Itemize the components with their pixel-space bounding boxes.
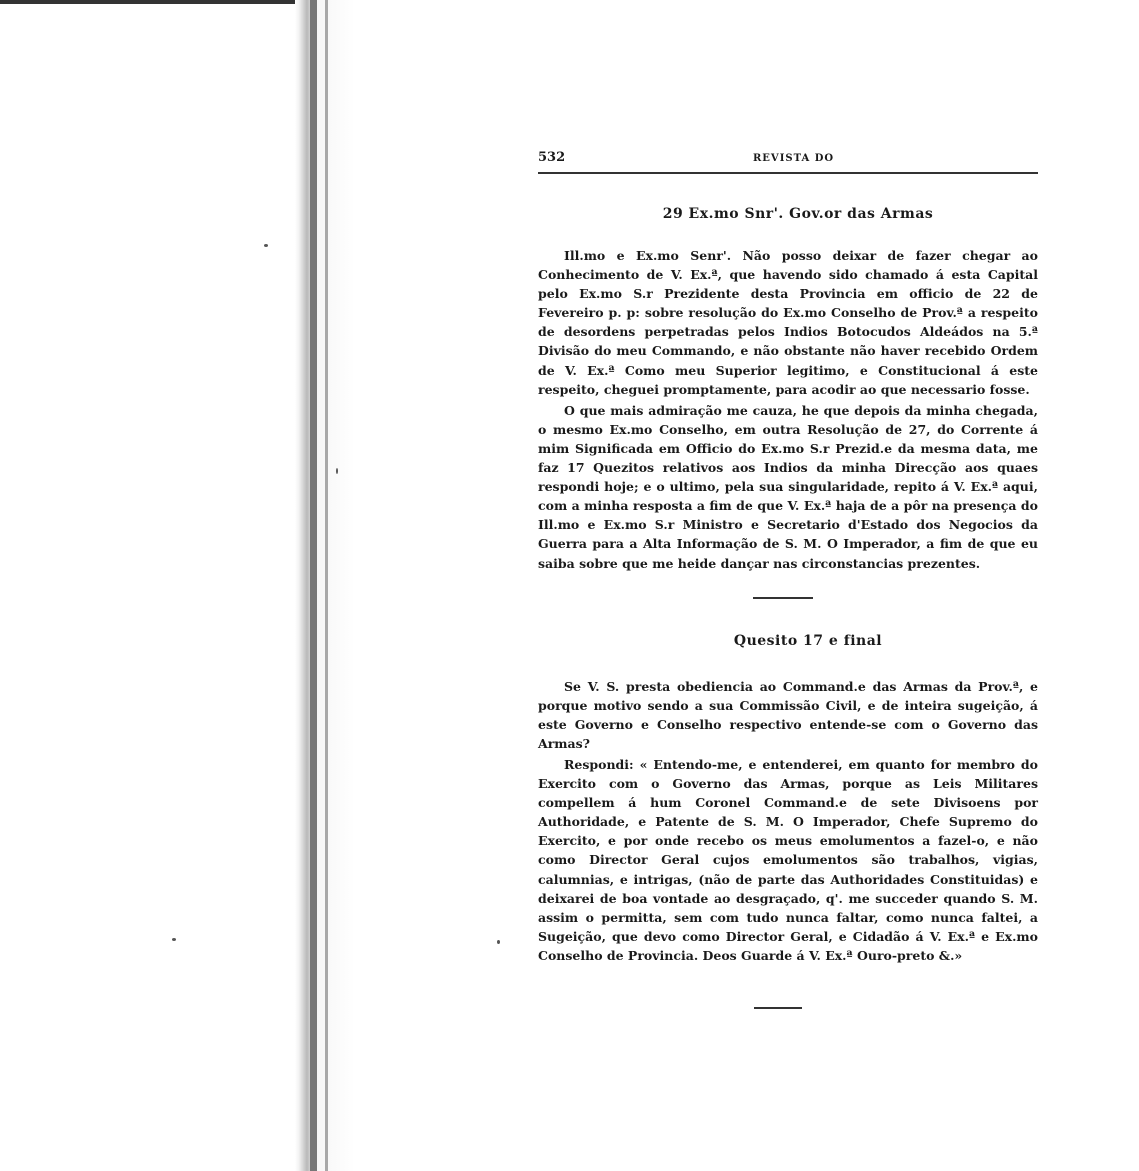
- quesito-body: [538, 677, 1038, 965]
- book-page: [538, 148, 1038, 1009]
- letter-heading: 29 Ex.mo Snr'. Gov.or das Armas: [662, 206, 934, 222]
- quesito-answer: Respondi: « Entendo-me, e entenderei, em quanto for membro do Exercito com o Governo das Armas, porque as Leis Militares compellem á hum Coronel Command.e de sete Divisoens por Authoridade, e Patente de S. M. O Imperador, Chefe Supremo do Exercito, e por onde recebo os meus emolumentos a fazel-o, e não como Director Geral cujos emolumentos são trabalhos, vigias, calumnias, e intrigas, (não de parte das Authoridades Constituidas) e deixarei de boa vontade ao desgraçado, q'. me succeder quando S. M. assim o permitta, sem com tudo nunca faltar, como nunca faltei, a Sugeição, que devo como Director Geral, e Cidadão á V. Ex.ª e Ex.mo Conselho de Provincia. Deos Guarde á V. Ex.ª Ouro-preto &.»: [538, 756, 1038, 963]
- quesito-heading: Quesito 17 e final: [733, 632, 883, 649]
- scan-speck: [336, 468, 338, 474]
- running-title: REVISTA DO: [753, 153, 835, 164]
- scan-speck: [172, 938, 176, 941]
- scan-edge-shadow: [0, 0, 330, 4]
- section-separator: [753, 597, 813, 599]
- scan-speck: [264, 244, 268, 247]
- quesito-question: Se V. S. presta obediencia ao Command.e das Armas da Prov.ª, e porque motivo sendo a sua Commissão Civil, e de inteira sugeição, á este Governo e Conselho respectivo entende-se com o Governo das Armas?: [538, 678, 1038, 751]
- running-head: [538, 148, 1038, 174]
- end-separator: [754, 1007, 802, 1009]
- page-number: 532: [538, 150, 566, 165]
- letter-paragraph-2: O que mais admiração me cauza, he que depois da minha chegada, o mesmo Ex.mo Conselho, em outra Resolução de 27, do Corrente á mim Significada em Officio do Ex.mo S.r Prezid.e da mesma data, me faz 17 Quezitos relativos aos Indios da minha Direcção aos quaes respondi hoje; e o ultimo, pela sua singularidade, repito á V. Ex.ª aqui, com a minha resposta a fim de que V. Ex.ª haja de a pôr na presença do Ill.mo e Ex.mo S.r Ministro e Secretario d'Estado dos Negocios da Guerra para a Alta Informação de S. M. O Imperador, a fim de que eu saiba sobre que me heide dançar nas circonstancias prezentes.: [538, 402, 1038, 571]
- gutter-fold-line: [310, 0, 317, 1171]
- gutter-fold-line-secondary: [325, 0, 328, 1171]
- letter-paragraph-1: Ill.mo e Ex.mo Senr'. Não posso deixar de fazer chegar ao Conhecimento de V. Ex.ª, que havendo sido chamado á esta Capital pelo Ex.mo S.r Prezidente desta Provincia em officio de 22 de Fevereiro p. p: sobre resolução do Ex.mo Conselho de Prov.ª a respeito de desordens perpetradas pelos Indios Botocudos Aldeádos na 5.ª Divisão do meu Commando, e não obstante não haver recebido Ordem de V. Ex.ª Como meu Superior legitimo, e Constitucional á este respeito, cheguei promptamente, para acodir ao que necessario fosse.: [538, 248, 1038, 397]
- scan-speck: [497, 940, 500, 944]
- letter-body: [538, 246, 1038, 573]
